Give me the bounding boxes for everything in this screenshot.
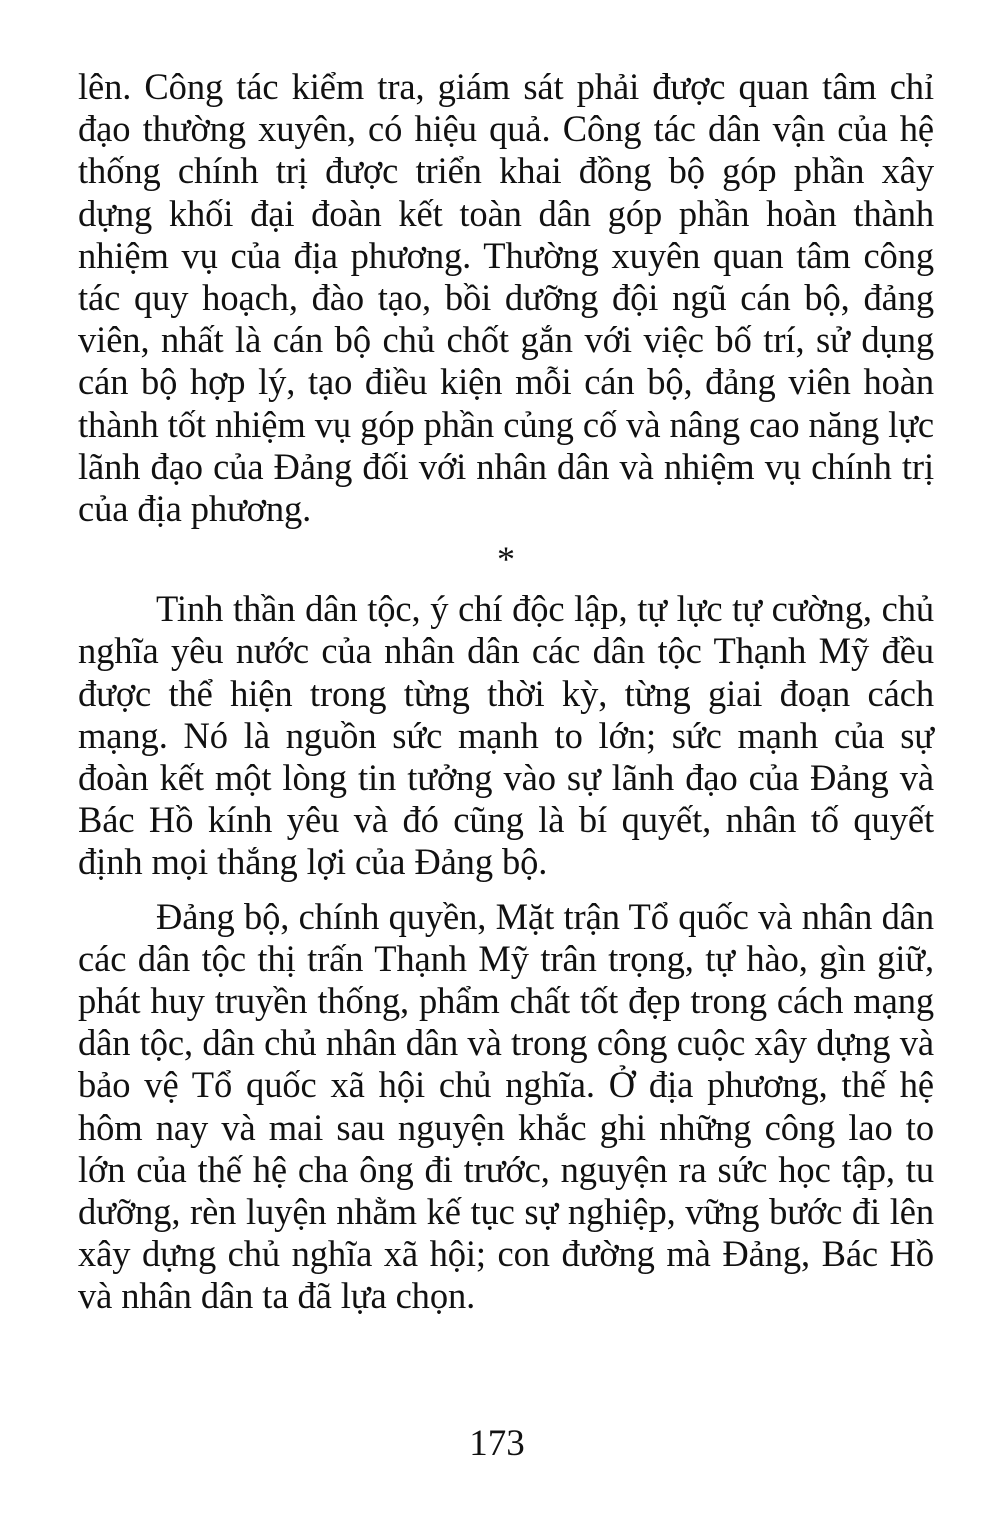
paragraph-national-spirit: Tinh thần dân tộc, ý chí độc lập, tự lực tự cường, chủ nghĩa yêu nước của nhân dân các dân tộc Thạnh Mỹ đều được thể hiện trong từng thời kỳ, từng giai đoạn cách mạng. Nó là nguồn sức mạnh to lớn; sức mạnh của sự đoàn kết một lòng tin tưởng vào sự lãnh đạo của Đảng và Bác Hồ kính yêu và đó cũng là bí quyết, nhân tố quyết định mọi thắng lợi của Đảng bộ. bbox=[78, 588, 934, 883]
page-body bbox=[78, 66, 934, 1318]
page-number: 173 bbox=[469, 1423, 525, 1464]
section-divider-asterisk: * bbox=[497, 539, 515, 580]
paragraph-continuation: lên. Công tác kiểm tra, giám sát phải được quan tâm chỉ đạo thường xuyên, có hiệu quả. Công tác dân vận của hệ thống chính trị được triển khai đồng bộ góp phần xây dựng khối đại đoàn kết toàn dân góp phần hoàn thành nhiệm vụ của địa phương. Thường xuyên quan tâm công tác quy hoạch, đào tạo, bồi dưỡng đội ngũ cán bộ, đảng viên, nhất là cán bộ chủ chốt gắn với việc bố trí, sử dụng cán bộ hợp lý, tạo điều kiện mỗi cán bộ, đảng viên hoàn thành tốt nhiệm vụ góp phần củng cố và nâng cao năng lực lãnh đạo của Đảng đối với nhân dân và nhiệm vụ chính trị của địa phương. bbox=[78, 66, 934, 530]
paragraph-party-committee: Đảng bộ, chính quyền, Mặt trận Tổ quốc và nhân dân các dân tộc thị trấn Thạnh Mỹ trân trọng, tự hào, gìn giữ, phát huy truyền thống, phẩm chất tốt đẹp trong cách mạng dân tộc, dân chủ nhân dân và trong công cuộc xây dựng và bảo vệ Tổ quốc xã hội chủ nghĩa. Ở địa phương, thế hệ hôm nay và mai sau nguyện khắc ghi những công lao to lớn của thế hệ cha ông đi trước, nguyện ra sức học tập, tu dưỡng, rèn luyện nhằm kế tục sự nghiệp, vững bước đi lên xây dựng chủ nghĩa xã hội; con đường mà Đảng, Bác Hồ và nhân dân ta đã lựa chọn. bbox=[78, 895, 934, 1317]
